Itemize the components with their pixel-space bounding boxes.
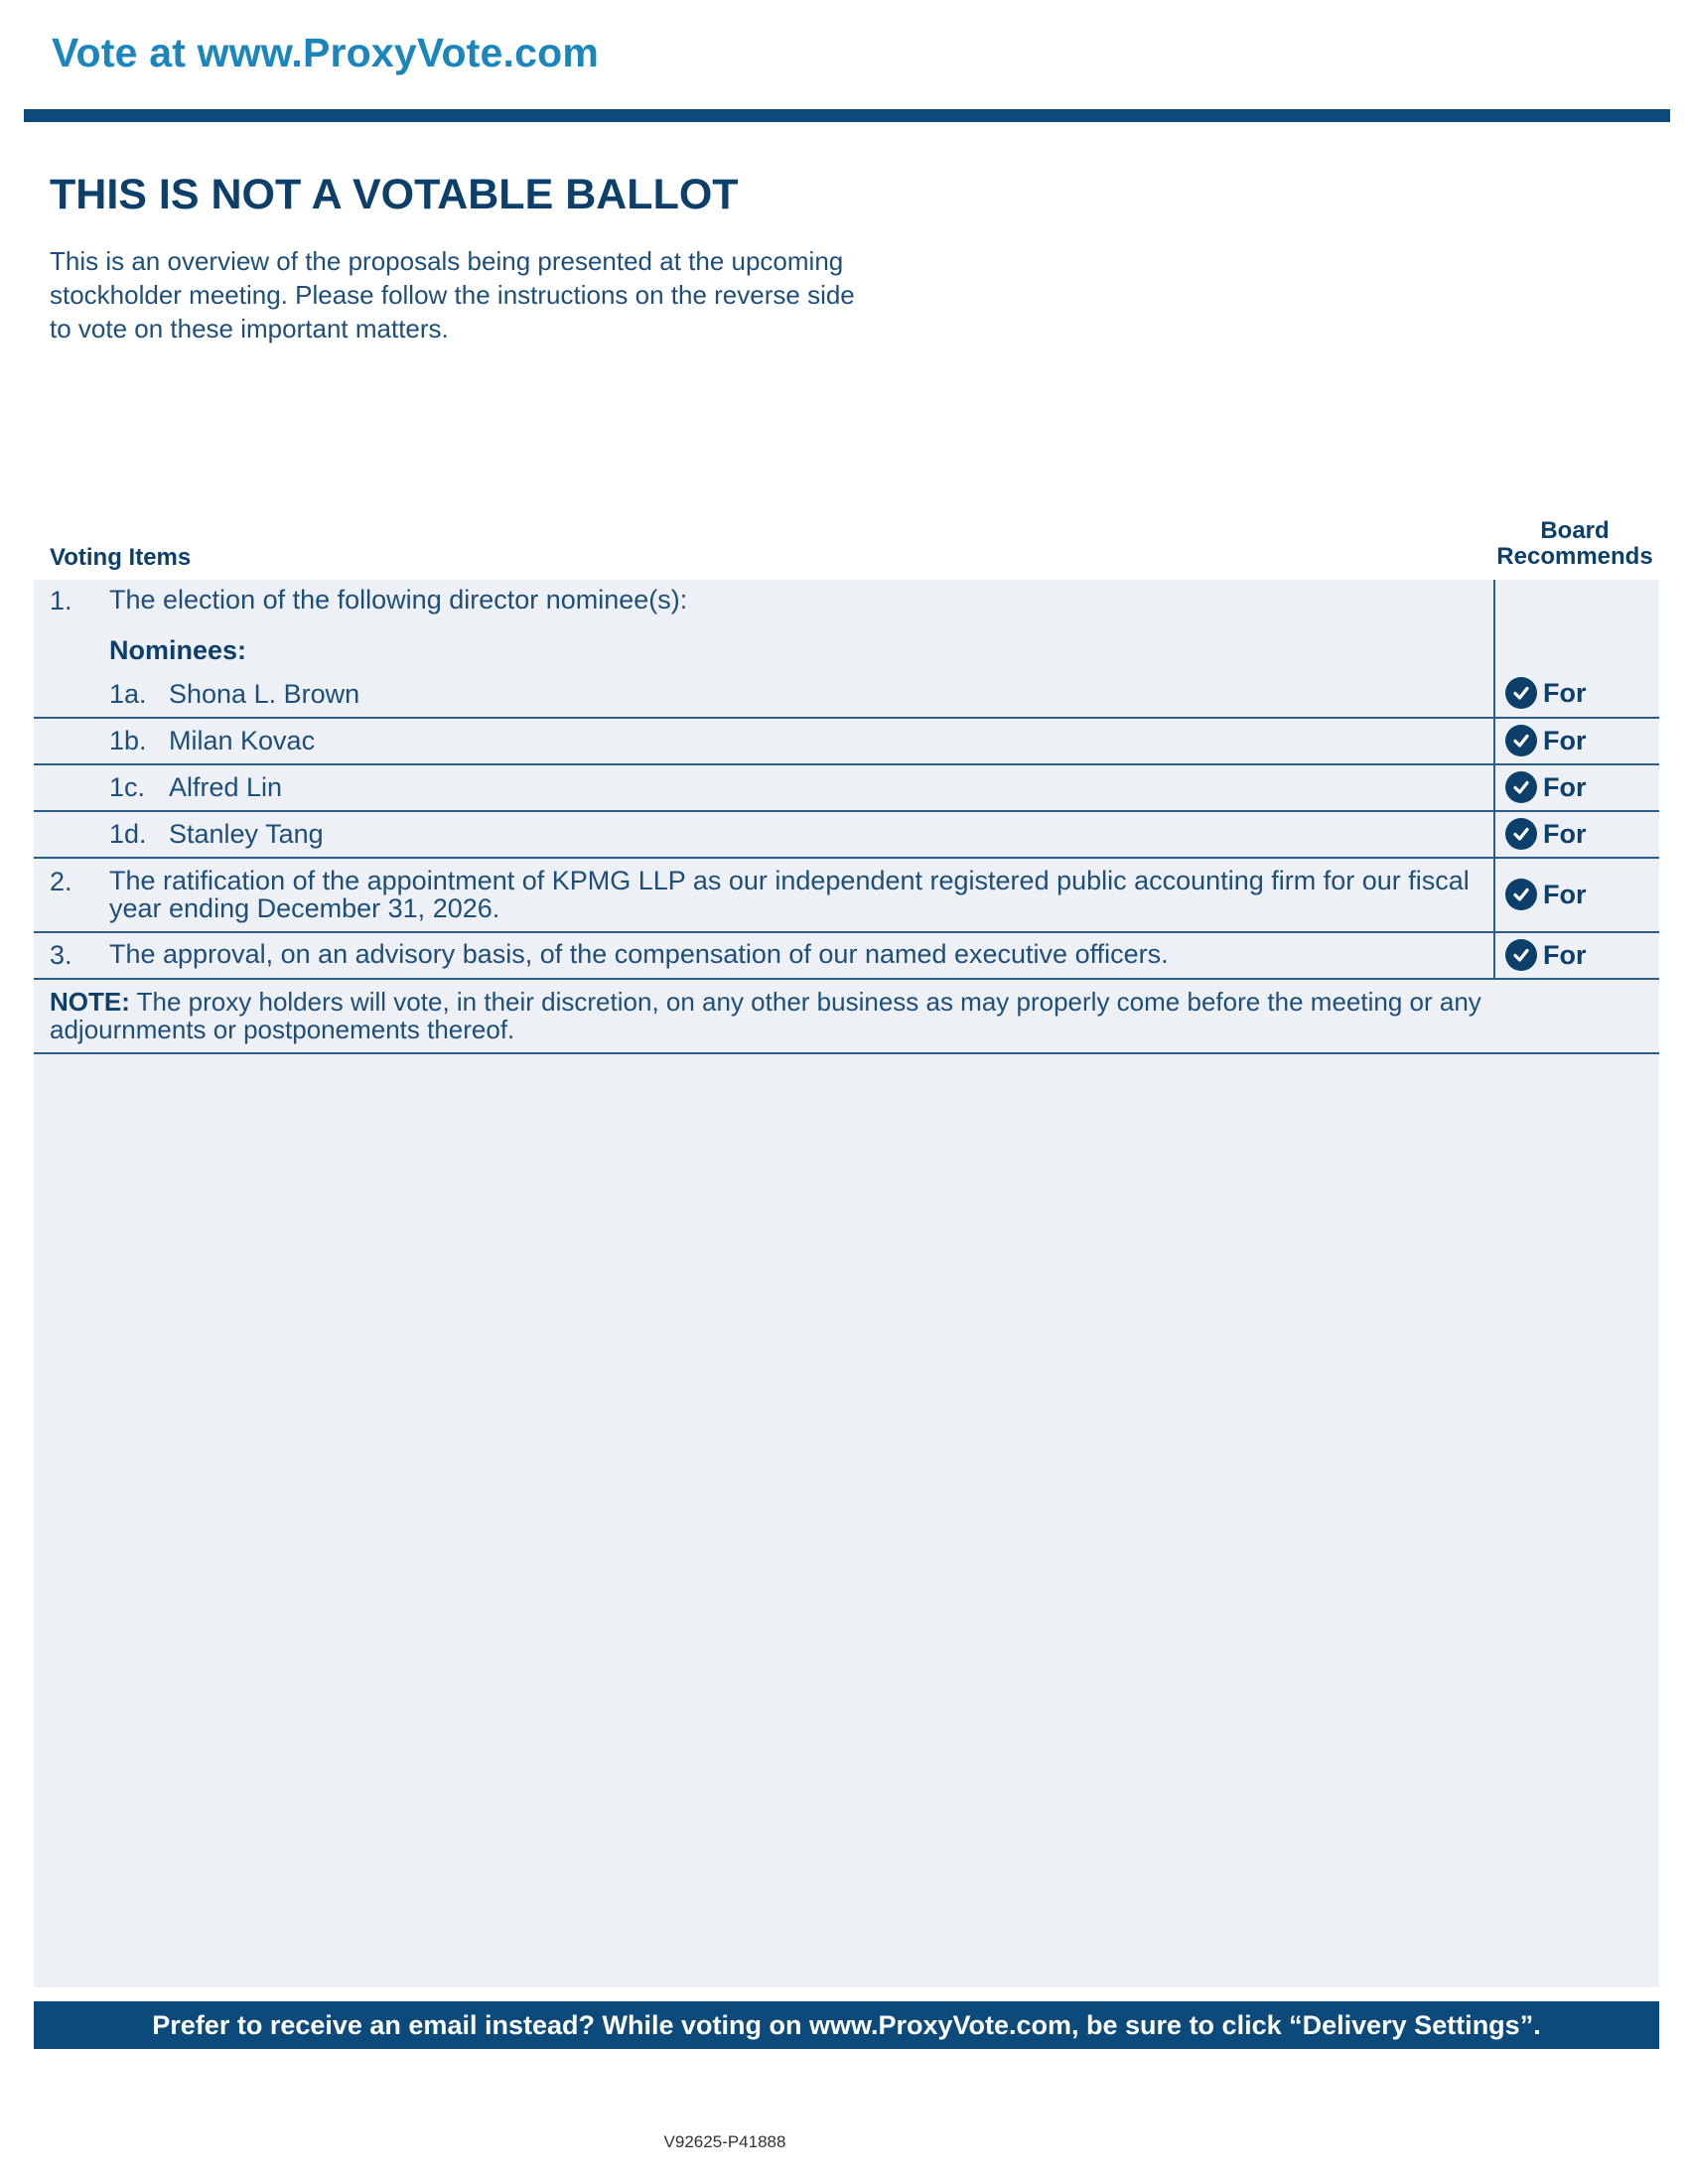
recommendation-label: For: [1543, 879, 1587, 909]
item-number: 1.: [50, 586, 72, 615]
voting-items-table: [34, 580, 1659, 1054]
table-row-nominee: [34, 765, 1659, 812]
recommendation-label: For: [1543, 725, 1587, 755]
nominees-label: Nominees:: [109, 635, 247, 665]
board-recommendation: [1505, 677, 1587, 709]
nominee-name: Stanley Tang: [169, 819, 324, 849]
board-recommends-header: Board Recommends: [1496, 517, 1653, 570]
recommendation-label: For: [1543, 677, 1587, 708]
page-title: THIS IS NOT A VOTABLE BALLOT: [50, 171, 739, 218]
item-text: The ratification of the appointment of KPMG LLP as our independent registered public accounting firm for our fiscal year ending December 31, 2026.: [109, 866, 1470, 923]
recommendation-label: For: [1543, 818, 1587, 849]
item-number: 3.: [50, 940, 72, 970]
checkmark-icon: [1505, 725, 1537, 756]
checkmark-icon: [1505, 771, 1537, 803]
checkmark-icon: [1505, 677, 1537, 709]
nominee-name: Milan Kovac: [169, 726, 316, 755]
board-recommendation: [1505, 725, 1587, 756]
nominee-name: Shona L. Brown: [169, 679, 360, 709]
checkmark-icon: [1505, 818, 1537, 850]
nominee-number: 1b.: [109, 726, 147, 755]
recommendation-label: For: [1543, 939, 1587, 970]
note-body: The proxy holders will vote, in their discretion, on any other business as may properly come before the meeting or any adjournments or postponements thereof.: [50, 987, 1481, 1044]
checkmark-icon: [1505, 879, 1537, 910]
board-recommendation: [1505, 818, 1587, 850]
note-label: NOTE:: [50, 987, 130, 1017]
item-text: The approval, on an advisory basis, of the compensation of our named executive officers.: [109, 939, 1169, 969]
checkmark-icon: [1505, 939, 1537, 971]
delivery-settings-banner: Prefer to receive an email instead? While voting on www.ProxyVote.com, be sure to click “Delivery Settings”.: [34, 2001, 1659, 2049]
board-recommendation: [1505, 939, 1587, 971]
header-rule: [24, 109, 1670, 122]
table-row-item-3: [34, 933, 1659, 980]
board-recommendation: [1505, 879, 1587, 910]
table-row-item-1: [34, 580, 1659, 719]
voting-items-header: Voting Items: [50, 544, 192, 571]
item-number: 2.: [50, 867, 72, 896]
table-row-note: [34, 980, 1659, 1054]
nominee-name: Alfred Lin: [169, 772, 283, 802]
table-row-item-2: [34, 859, 1659, 933]
nominee-number: 1a.: [109, 679, 147, 709]
document-code: V92625-P41888: [663, 2132, 786, 2151]
board-recommendation: [1505, 771, 1587, 803]
note-text: [50, 988, 1509, 1043]
recommendation-label: For: [1543, 771, 1587, 802]
item-text: The election of the following director nominee(s):: [109, 585, 688, 614]
table-row-nominee: [34, 812, 1659, 859]
intro-paragraph: This is an overview of the proposals being presented at the upcoming stockholder meeting. Please follow the instructions on the reverse side to vote on these important matters.: [50, 246, 855, 343]
table-row-nominee: [34, 719, 1659, 765]
vote-url-title: Vote at www.ProxyVote.com: [52, 30, 600, 75]
nominee-number: 1d.: [109, 819, 147, 849]
nominee-number: 1c.: [109, 772, 146, 802]
